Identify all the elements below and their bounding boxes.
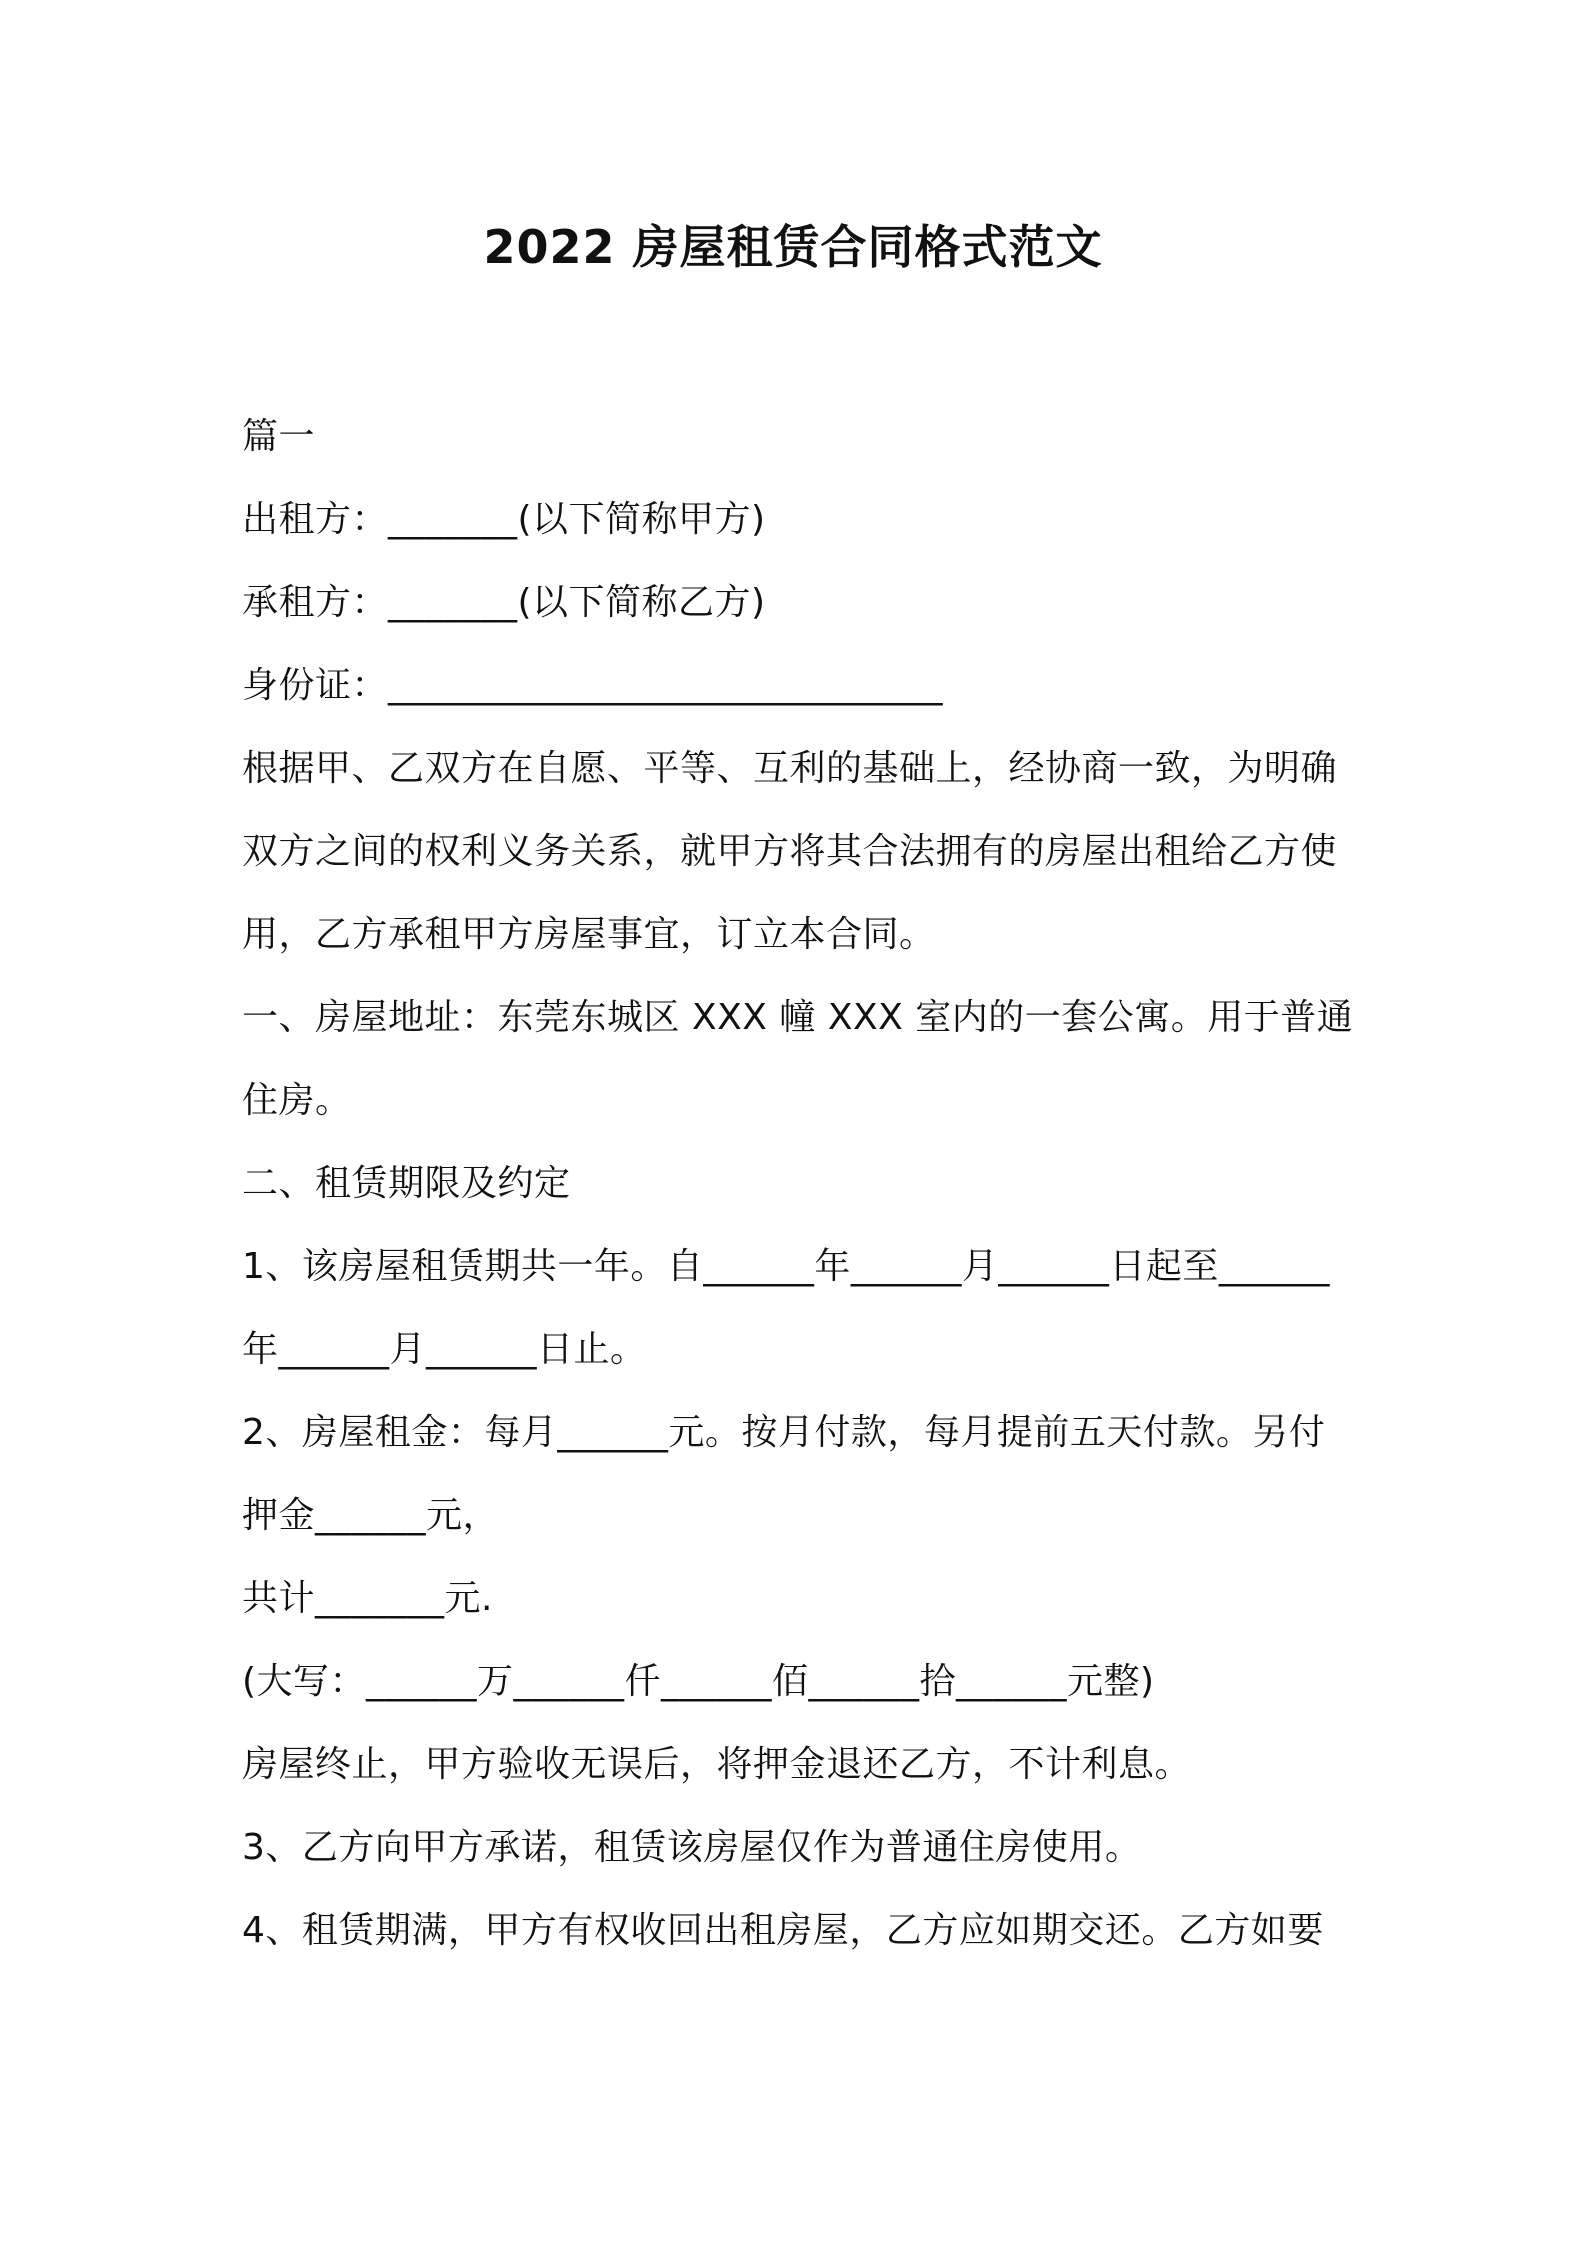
- paragraph-line: 根据甲、乙双方在自愿、平等、互利的基础上，经协商一致，为明确: [242, 748, 1338, 789]
- clause-total-uppercase-line: (大写：______万______仟______佰______拾______元整): [242, 1661, 1155, 1702]
- id-card-line: 身份证：______________________________: [242, 665, 944, 706]
- clause-deposit-line: 房屋终止，甲方验收无误后，将押金退还乙方，不计利息。: [242, 1744, 1192, 1785]
- section-heading: 篇一: [242, 416, 316, 457]
- document-title: 2022 房屋租赁合同格式范文: [483, 220, 1103, 274]
- clause-address-line: 住房。: [242, 1080, 352, 1121]
- clause-term-line: 1、该房屋租赁期共一年。自______年______月______日起至______: [242, 1246, 1330, 1287]
- lessee-line: 承租方：_______(以下简称乙方): [242, 582, 766, 623]
- clause-expiry-line: 4、租赁期满，甲方有权收回出租房屋，乙方应如期交还。乙方如要: [242, 1910, 1324, 1951]
- clause-usage-line: 3、乙方向甲方承诺，租赁该房屋仅作为普通住房使用。: [242, 1827, 1142, 1868]
- clause-address-line: 一、房屋地址：东莞东城区 XXX 幢 XXX 室内的一套公寓。用于普通: [242, 997, 1354, 1038]
- document-body: [242, 402, 1362, 1979]
- lessor-line: 出租方：_______(以下简称甲方): [242, 499, 766, 540]
- clause-rent-line: 押金______元，: [242, 1495, 500, 1536]
- paragraph-line: 双方之间的权利义务关系，就甲方将其合法拥有的房屋出租给乙方使: [242, 831, 1338, 872]
- clause-term-heading: 二、租赁期限及约定: [242, 1163, 571, 1204]
- clause-term-line: 年______月______日止。: [242, 1329, 647, 1370]
- paragraph-line: 用，乙方承租甲方房屋事宜，订立本合同。: [242, 914, 936, 955]
- clause-total-line: 共计_______元.: [242, 1578, 493, 1619]
- clause-rent-line: 2、房屋租金：每月______元。按月付款，每月提前五天付款。另付: [242, 1412, 1326, 1453]
